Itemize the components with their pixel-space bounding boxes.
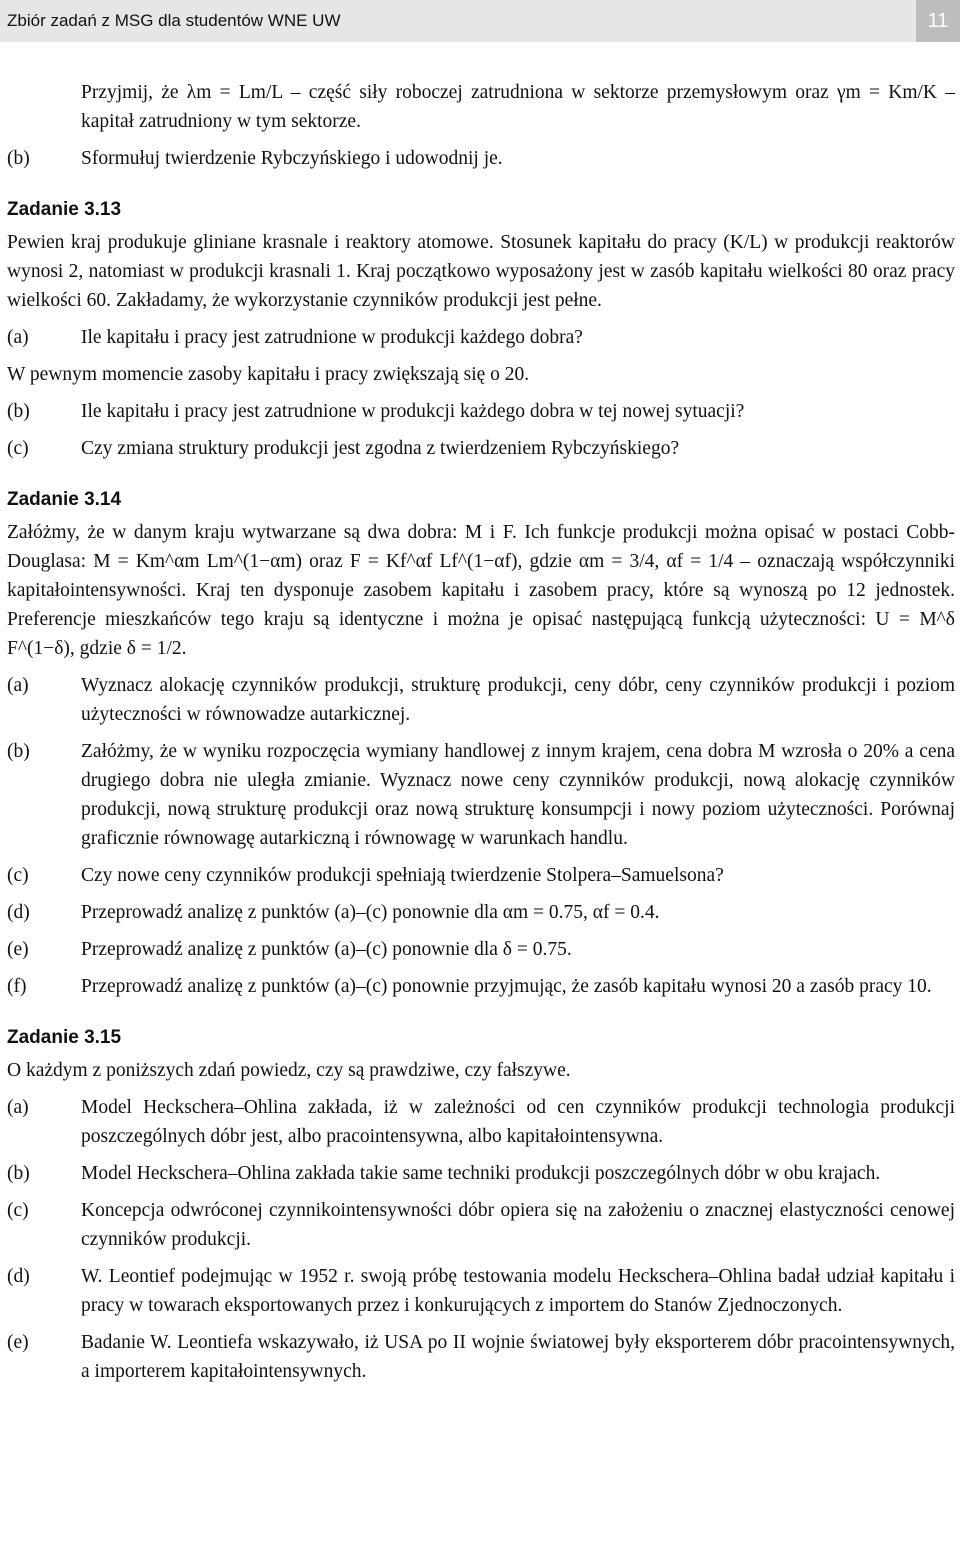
item-text: Ile kapitału i pracy jest zatrudnione w produkcji każdego dobra w tej nowej sytuacji? xyxy=(81,401,745,422)
item-label: (b) xyxy=(7,1163,30,1184)
item-label: (f) xyxy=(7,976,27,997)
item-label: (d) xyxy=(7,902,30,923)
item-text: Przeprowadź analizę z punktów (a)–(c) ponownie dla αm = 0.75, αf = 0.4. xyxy=(81,902,660,923)
item-text: Przeprowadź analizę z punktów (a)–(c) ponownie przyjmując, że zasób kapitału wynosi 20 a zasób pracy 10. xyxy=(81,976,932,997)
list-item xyxy=(7,671,955,729)
item-label: (c) xyxy=(7,1200,29,1221)
task-mid-text: W pewnym momencie zasoby kapitału i pracy zwiększają się o 20. xyxy=(7,364,530,385)
item-text: Wyznacz alokację czynników produkcji, strukturę produkcji, ceny dóbr, ceny czynników produkcji i poziom użyteczności w równowadze autarkicznej. xyxy=(81,675,955,725)
list-item xyxy=(7,434,955,463)
task-heading-3-13: Zadanie 3.13 xyxy=(7,199,122,220)
item-text: Badanie W. Leontiefa wskazywało, iż USA po II wojnie światowej były eksporterem dóbr pracointensywnych, a importerem kapitałointensywnych. xyxy=(81,1332,955,1382)
item-text: Koncepcja odwróconej czynnikointensywności dóbr opiera się na założeniu o znacznej elastyczności cenowej czynników produkcji. xyxy=(81,1200,955,1250)
page-content xyxy=(7,78,955,1394)
list-item xyxy=(7,323,955,352)
list-item xyxy=(7,144,955,173)
page-header xyxy=(0,0,960,42)
header-title: Zbiór zadań z MSG dla studentów WNE UW xyxy=(7,11,341,30)
list-item xyxy=(7,1093,955,1151)
item-label: (e) xyxy=(7,1332,29,1353)
task-intro: O każdym z poniższych zdań powiedz, czy są prawdziwe, czy fałszywe. xyxy=(7,1060,571,1081)
list-item xyxy=(7,1262,955,1320)
item-text: Czy nowe ceny czynników produkcji spełniają twierdzenie Stolpera–Samuelsona? xyxy=(81,865,724,886)
task-heading-3-15: Zadanie 3.15 xyxy=(7,1027,122,1048)
task-heading-3-14: Zadanie 3.14 xyxy=(7,489,122,510)
list-item xyxy=(7,397,955,426)
item-label: (a) xyxy=(7,1097,29,1118)
item-text: Załóżmy, że w wyniku rozpoczęcia wymiany handlowej z innym krajem, cena dobra M wzrosła o 20% a cena drugiego dobra nie uległa zmianie. Wyznacz nowe ceny czynników produkcji, nową alokację czynników produkcji, nową strukturę produkcji oraz nową strukturę konsumpcji i nowy poziom użyteczności. Porównaj graficznie równowagę autarkiczną i równowagę w warunkach handlu. xyxy=(81,741,955,849)
item-label: (e) xyxy=(7,939,29,960)
item-text: Model Heckschera–Ohlina zakłada, iż w zależności od cen czynników produkcji technologia produkcji poszczególnych dóbr jest, albo pracointensywna, albo kapitałointensywna. xyxy=(81,1097,955,1147)
item-label: (a) xyxy=(7,327,29,348)
page-number: 11 xyxy=(916,0,960,42)
item-label: (a) xyxy=(7,675,29,696)
list-item xyxy=(7,1328,955,1386)
item-label: (b) xyxy=(7,741,30,762)
list-item xyxy=(7,935,955,964)
item-label: (b) xyxy=(7,401,30,422)
list-item xyxy=(7,737,955,853)
list-item xyxy=(7,1159,955,1188)
task-intro: Załóżmy, że w danym kraju wytwarzane są dwa dobra: M i F. Ich funkcje produkcji można opisać w postaci Cobb-Douglasa: M = Km^αm Lm^(1−αm) oraz F = Kf^αf Lf^(1−αf), gdzie αm = 3/4, αf = 1/4 – oznaczają współczynniki kapitałointensywności. Kraj ten dysponuje zasobem kapitału i zasobem pracy, które są wynoszą po 12 jednostek. Preferencje mieszkańców tego kraju są identyczne i można je opisać następującą funkcją użyteczności: U = M^δ F^(1−δ), gdzie δ = 1/2. xyxy=(7,522,955,659)
item-text: Sformułuj twierdzenie Rybczyńskiego i udowodnij je. xyxy=(81,148,503,169)
list-item xyxy=(7,1196,955,1254)
item-text: Czy zmiana struktury produkcji jest zgodna z twierdzeniem Rybczyńskiego? xyxy=(81,438,680,459)
list-item xyxy=(7,898,955,927)
item-label: (b) xyxy=(7,148,30,169)
item-text: W. Leontief podejmując w 1952 r. swoją próbę testowania modelu Heckschera–Ohlina badał udział kapitału i pracy w towarach eksportowanych przez i konkurujących z importem do Stanów Zjednoczonych. xyxy=(81,1266,955,1316)
item-text: Model Heckschera–Ohlina zakłada takie same techniki produkcji poszczególnych dóbr w obu krajach. xyxy=(81,1163,881,1184)
item-text: Przeprowadź analizę z punktów (a)–(c) ponownie dla δ = 0.75. xyxy=(81,939,572,960)
continuation-text: Przyjmij, że λm = Lm/L – część siły roboczej zatrudniona w sektorze przemysłowym oraz γm = Km/K – kapitał zatrudniony w tym sektorze. xyxy=(81,82,955,132)
item-label: (d) xyxy=(7,1266,30,1287)
list-item xyxy=(7,972,955,1001)
task-intro: Pewien kraj produkuje gliniane krasnale i reaktory atomowe. Stosunek kapitału do pracy (K/L) w produkcji reaktorów wynosi 2, natomiast w produkcji krasnali 1. Kraj początkowo wyposażony jest w zasób kapitału wielkości 80 oraz pracy wielkości 60. Zakładamy, że wykorzystanie czynników produkcji jest pełne. xyxy=(7,232,955,311)
list-item xyxy=(7,861,955,890)
item-label: (c) xyxy=(7,438,29,459)
item-text: Ile kapitału i pracy jest zatrudnione w produkcji każdego dobra? xyxy=(81,327,583,348)
item-label: (c) xyxy=(7,865,29,886)
